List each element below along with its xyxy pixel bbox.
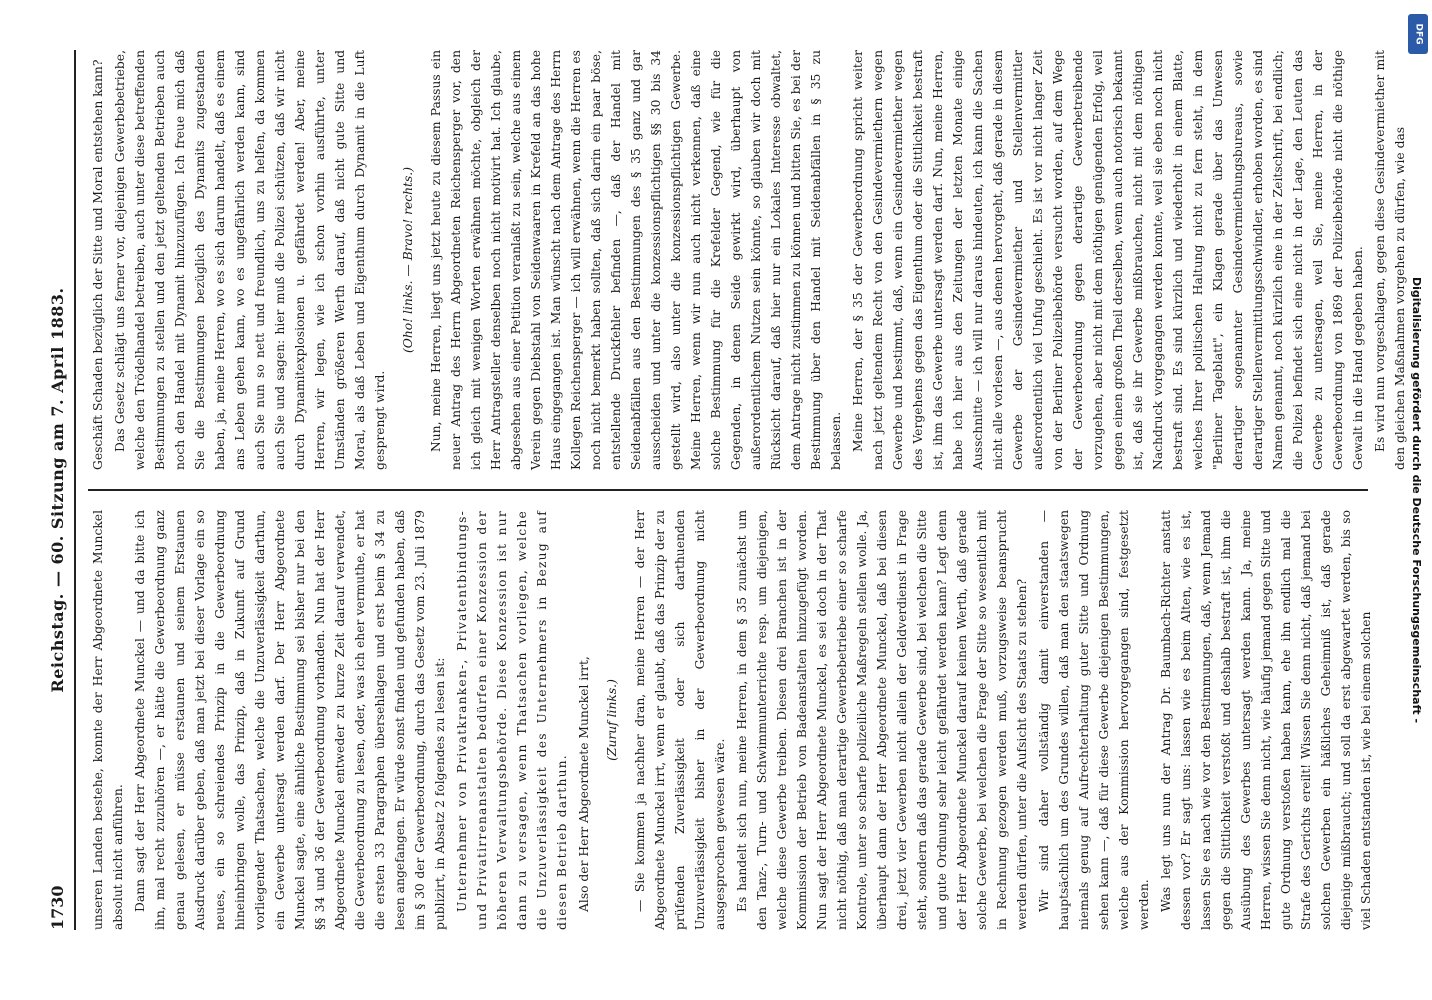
page-body bbox=[40, 50, 1407, 930]
dfg-logo bbox=[1408, 14, 1428, 54]
interjection: (Zuruf links.) bbox=[605, 679, 619, 761]
dfg-logo-text: DFG bbox=[1413, 23, 1424, 45]
paragraph: Was legt uns nun der Antrag Dr. Baumbach-Richter anstatt dessen vor? Er sagt uns: lassen wie es beim Alten, wie es ist, lassen Sie es nach wie vor den Bestimmungen, daß, wenn Jemand gegen die Sittlichkeit verstoßt und deshalb bestraft ist, ihm die Ausübung des Gewerbes untersagt werden kann. Ja, meine Herren, wissen Sie denn nicht, wie häufig jemand gegen Sitte und gute Ordnung verstoßen haben kann, ehe ihn endlich mal die Strafe des Gerichts ereilt! Wissen Sie denn nicht, daß jemand bei solchen Gewerben ein häßliches Geheimniß ist, daß gerade diejenige mißbraucht; und soll da erst abgewartet werden, bis so viel Schaden entstanden ist, wie bei einem solchen bbox=[1159, 510, 1373, 930]
paragraph: Es handelt sich nun, meine Herren, in dem § 35 zunächst um den Tanz-, Turn- und Schwimmunterrichte resp. um diejenigen, welche diese Gewerbe treiben. Diesen drei Branchen ist in der Kommission der Betrieb von Badeanstalten hinzugefügt worden. Nun sagt der Herr Abgeordnete Munckel, es sei doch in der That nicht nöthig, daß man derartige Gewerbebetriebe einer so scharfe Kontrole, unter so scharfe polizeiliche Maßregeln stellen wolle. Ja, überhaupt dann der Herr Abgeordnete Munckel, daß bei diesen drei, jetzt vier Gewerben nicht allein der Geldverdienst in Frage steht, sondern daß das gerade Gewerbe sind, bei welchen die Sitte und gute Ordnung sehr leicht gefährdet werden kann? Legt denn der Herr Abgeordnete Munckel darauf keinen Werth, daß gerade solche Gewerbe, bei welchen die Frage der Sitte so wesentlich mit in Rechnung gezogen werden muß, vorzugsweise beansprucht werden dürfen, unter die Aufsicht des Staats zu stehen? bbox=[735, 510, 1029, 930]
paragraph: — Sie kommen ja nachher dran, meine Herren — der Herr Abgeordnete Munckel irrt, wenn er glaubt, daß das Prinzip der zu prüfenden Zuverlässigkeit oder sich darthuenden Unzuverlässigkeit bisher in der Gewerbeordnung nicht ausgesprochen gewesen wäre. bbox=[633, 510, 727, 930]
text-columns bbox=[88, 50, 1407, 930]
paragraph: unseren Landen bestehe, konnte der Herr Abgeordnete Munckel absolut nicht anführen. bbox=[91, 510, 125, 930]
interjection: (Oho! links. — Bravo! rechts.) bbox=[401, 167, 415, 353]
paragraph: Also der Herr Abgeordnete Munckel irrt, bbox=[577, 656, 591, 912]
credit-line: Digitalisierung gefördert durch die Deutsche Forschungsgemeinschaft - bbox=[1410, 276, 1423, 724]
paragraph: Nun, meine Herren, liegt uns jetzt heute zu diesem Passus ein neuer Antrag des Herrn Abgeordneten Reichensperger vor, den ich gleich mit wenigen Worten erwähnen möchte, obgleich der Herr Antragsteller denselben noch nicht motivirt hat. Ich glaube, abgesehen aus einer Petition veranlaßt zu sein, welche aus einem Verein gegen Diebstahl von Seidenwaaren in Krefeld an das hohe Haus eingegangen ist. Man wünscht nach dem Antrage des Herrn Kollegen Reichensperger — ich will erwähnen, wenn die Herren es noch nicht bemerkt haben sollten, daß sich darin ein paar böse, entstellende Druckfehler befinden —, daß der Handel mit Seidenabfällen aus den Bestimmungen des § 35 ganz und gar ausscheiden und unter die konzessionspflichtigen §§ 30 bis 34 gestellt wird, also unter die konzessionspflichtigen Gewerbe. Meine Herren, wenn wir nun auch nicht verkennen, daß eine solche Bestimmung für die Krefelder Gegend, wie für die Gegenden, in denen Seide gewirkt wird, überhaupt von außerordentlichem Nutzen sein könnte, so glauben wir doch mit Rücksicht darauf, daß hier nur ein Lokales Interesse obwaltet, dem Antrage nicht zustimmen zu können und bitten Sie, es bei der Bestimmung über den Handel mit Seidenabfällen in § 35 zu belassen. bbox=[429, 50, 843, 470]
right-column bbox=[88, 50, 1407, 470]
page-header bbox=[40, 50, 76, 930]
paragraph: Meine Herren, der § 35 der Gewerbeordnung spricht weiter nach jetzt geltendem Recht von den Gesindevermiethern wegen Gewerbe und bestimmt, daß, wenn ein Gesindevermiether wegen des Vergehens gegen das Eigenthum oder die Sittlichkeit bestraft ist, ihm das Gewerbe untersagt werden darf. Nun, meine Herren, habe ich hier aus den Zeitungen der letzten Monate einige Ausschnitte — ich will nur daraus hindeuten, ich kann die Sachen nicht alle vorlesen —, aus denen hervorgeht, daß gerade in diesem Gewerbe der Gesindevermiether und Stellenvermittler außerordentlich viel Unfug geschieht. Es ist vor nicht langer Zeit von der Berliner Polizeibehörde versucht worden, auf dem Wege der Gewerbeordnung gegen derartige Gewerbetreibende vorzugehen, aber nicht mit dem nöthigen genügenden Erfolg, weil gegen einen großen Theil derselben, wenn auch notorisch bekannt ist, daß sie ihr Gewerbe mißbrauchen, nicht mit dem nöthigen Nachdruck vorgegangen werden konnte, weil sie eben noch nicht bestraft sind. Es sind kürzlich und wiederholt in einem Blatte, welches Ihrer politischen Haltung nicht zu fern steht, in dem "Berliner Tageblatt", ein Klagen gerade über das Unwesen derartiger sogenannter Gesindevermiethungsbureaus, sowie derartiger Stellenvermittlungsschwindler, erhoben worden, es sind Namen genannt, noch kürzlich eine in der Zeitschrift, bei endlich; die Polizei befindet sich eine nicht in der Lage, den Leuten das Gewerbe zu untersagen, weil Sie, meine Herren, in der Gewerbeordnung von 1869 der Polizeibehörde nicht die nöthige Gewalt in die Hand gegeben haben. bbox=[851, 50, 1365, 470]
paragraph: Es wird nun vorgeschlagen, gegen diese Gesindevermiether mit den gleichen Maßnahmen vorgehen zu dürfen, wie das bbox=[1373, 50, 1407, 470]
paragraph: Geschäft Schaden bezüglich der Sitte und Moral entstehen kann? bbox=[91, 59, 105, 470]
column-divider bbox=[88, 489, 1368, 491]
page-number: 1730 bbox=[48, 885, 67, 930]
paragraph: Das Gesetz schlägt uns ferner vor, diejenigen Gewerbebetriebe, welche den Trödelhandel betreiben, auch unter diese betreffenden Bestimmungen zu stellen und den jetzt geltenden Betrieben auch noch den Handel mit Dynamit hinzuzufügen. Ich freue mich daß Sie die Bestimmungen bezüglich des Dynamits zugestanden haben, ja, meine Herren, wo es sich darum handelt, daß es einem ans Leben gehen kann, wo es ungefährlich werden kann, sind auch Sie nun so nett und freundlich, uns zu helfen, da kommen auch Sie und sagen: hier muß die Polizei schützen, daß wir nicht durch Dynamitexplosionen u. gefährdet werden! Aber, meine Herren, wir legen, wie ich schon vorhin ausführte, unter Umständen größeren Werth darauf, daß nicht gute Sitte und Moral, als daß Leben und Eigenthum durch Dynamit in die Luft gesprengt wird. bbox=[113, 50, 387, 470]
left-column bbox=[88, 510, 1373, 930]
paragraph: Wir sind daher vollständig damit einverstanden — hauptsächlich um des Grundes willen, daß man den staatswegen niemals genug auf Aufrechterhaltung guter Sitte und Ordnung sehen kann —, daß für diese Gewerbe diejenigen Bestimmungen, welche aus der Kommission hervorgegangen sind, festgesetzt werden. bbox=[1037, 510, 1151, 930]
digitization-credit bbox=[1406, 0, 1426, 1000]
paragraph: Dann sagt der Herr Abgeordnete Munckel — und da bitte ich ihn, mal recht zuzuhören —, er hätte die Gewerbeordnung ganz genau gelesen, er müsse erstaunen und seinem Erstaunen Ausdruck darüber geben, daß man jetzt bei dieser Vorlage ein so neues, ein so schreiendes Prinzip in die Gewerbeordnung hineinbringen wolle, das Prinzip, daß in Zukunft auf Grund vorliegender Thatsachen, welche die Unzuverlässigkeit darthun, ein Gewerbe untersagt werden darf. Der Herr Abgeordnete Munckel sagte, eine ähnliche Bestimmung sei bisher nur bei den §§ 34 und 36 der Gewerbeordnung vorhanden. Nun hat der Herr Abgeordnete Munckel entweder zu kurze Zeit darauf verwendet, die Gewerbeordnung zu lesen, oder, was ich eher vermuthe, er hat die ersten 33 Paragraphen übersehlagen und erst beim § 34 zu lesen angefangen. Er würde sonst finden und gefunden haben, daß im § 30 der Gewerbeordnung, durch das Gesetz vom 23. Juli 1879 publizirt, in Absatz 2 folgendes zu lesen ist: bbox=[133, 510, 447, 930]
running-title: Reichstag. — 60. Sitzung am 7. April 1883. bbox=[48, 287, 67, 693]
quoted-law-text: Unternehmer von Privatkranken-, Privatentbindungs- und Privatirrenanstalten bedürfen einer Konzession der höheren Verwaltungsbehörde. Diese Konzession ist nur dann zu versagen, wenn Thatsachen vorliegen, welche die Unzuverlässigkeit des Unternehmers in Bezug auf diesen Betrieb darthun. bbox=[455, 510, 569, 930]
